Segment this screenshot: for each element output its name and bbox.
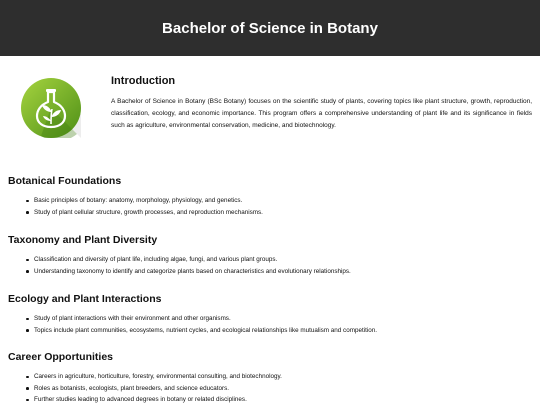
flask-plant-icon <box>21 78 81 138</box>
section-list <box>8 254 532 277</box>
section-ecology <box>8 293 532 336</box>
list-item: Topics include plant communities, ecosystems, nutrient cycles, and ecological relationships like mutualism and competition. <box>34 325 532 337</box>
list-item: Study of plant cellular structure, growth processes, and reproduction mechanisms. <box>34 207 532 219</box>
list-item: Careers in agriculture, horticulture, forestry, environmental consulting, and biotechnology. <box>34 371 532 383</box>
section-title: Taxonomy and Plant Diversity <box>8 234 158 246</box>
list-item: Further studies leading to advanced degrees in botany or related disciplines. <box>34 394 532 405</box>
list-item: Understanding taxonomy to identify and categorize plants based on characteristics and evolutionary relationships. <box>34 266 532 278</box>
intro-title: Introduction <box>111 75 176 87</box>
section-title: Ecology and Plant Interactions <box>8 293 162 305</box>
section-title: Career Opportunities <box>8 351 114 363</box>
page-title: Bachelor of Science in Botany <box>162 19 378 37</box>
section-career-opportunities <box>8 351 532 405</box>
section-list <box>8 313 532 336</box>
page-header <box>0 0 540 56</box>
section-botanical-foundations <box>8 175 532 218</box>
section-taxonomy <box>8 234 532 277</box>
list-item: Roles as botanists, ecologists, plant breeders, and science educators. <box>34 383 532 395</box>
intro-paragraph: A Bachelor of Science in Botany (BSc Botany) focuses on the scientific study of plants, covering topics like plant structure, growth, reproduction, classification, ecology, and economic importance. This program offers a comprehensive understanding of plant life and its significance in fields such as agriculture, environmental conservation, medicine, and biotechnology. <box>111 98 532 129</box>
list-item: Classification and diversity of plant life, including algae, fungi, and various plant groups. <box>34 254 532 266</box>
section-title: Botanical Foundations <box>8 175 122 187</box>
section-list <box>8 371 532 405</box>
list-item: Study of plant interactions with their environment and other organisms. <box>34 313 532 325</box>
list-item: Basic principles of botany: anatomy, morphology, physiology, and genetics. <box>34 195 532 207</box>
section-list <box>8 195 532 218</box>
